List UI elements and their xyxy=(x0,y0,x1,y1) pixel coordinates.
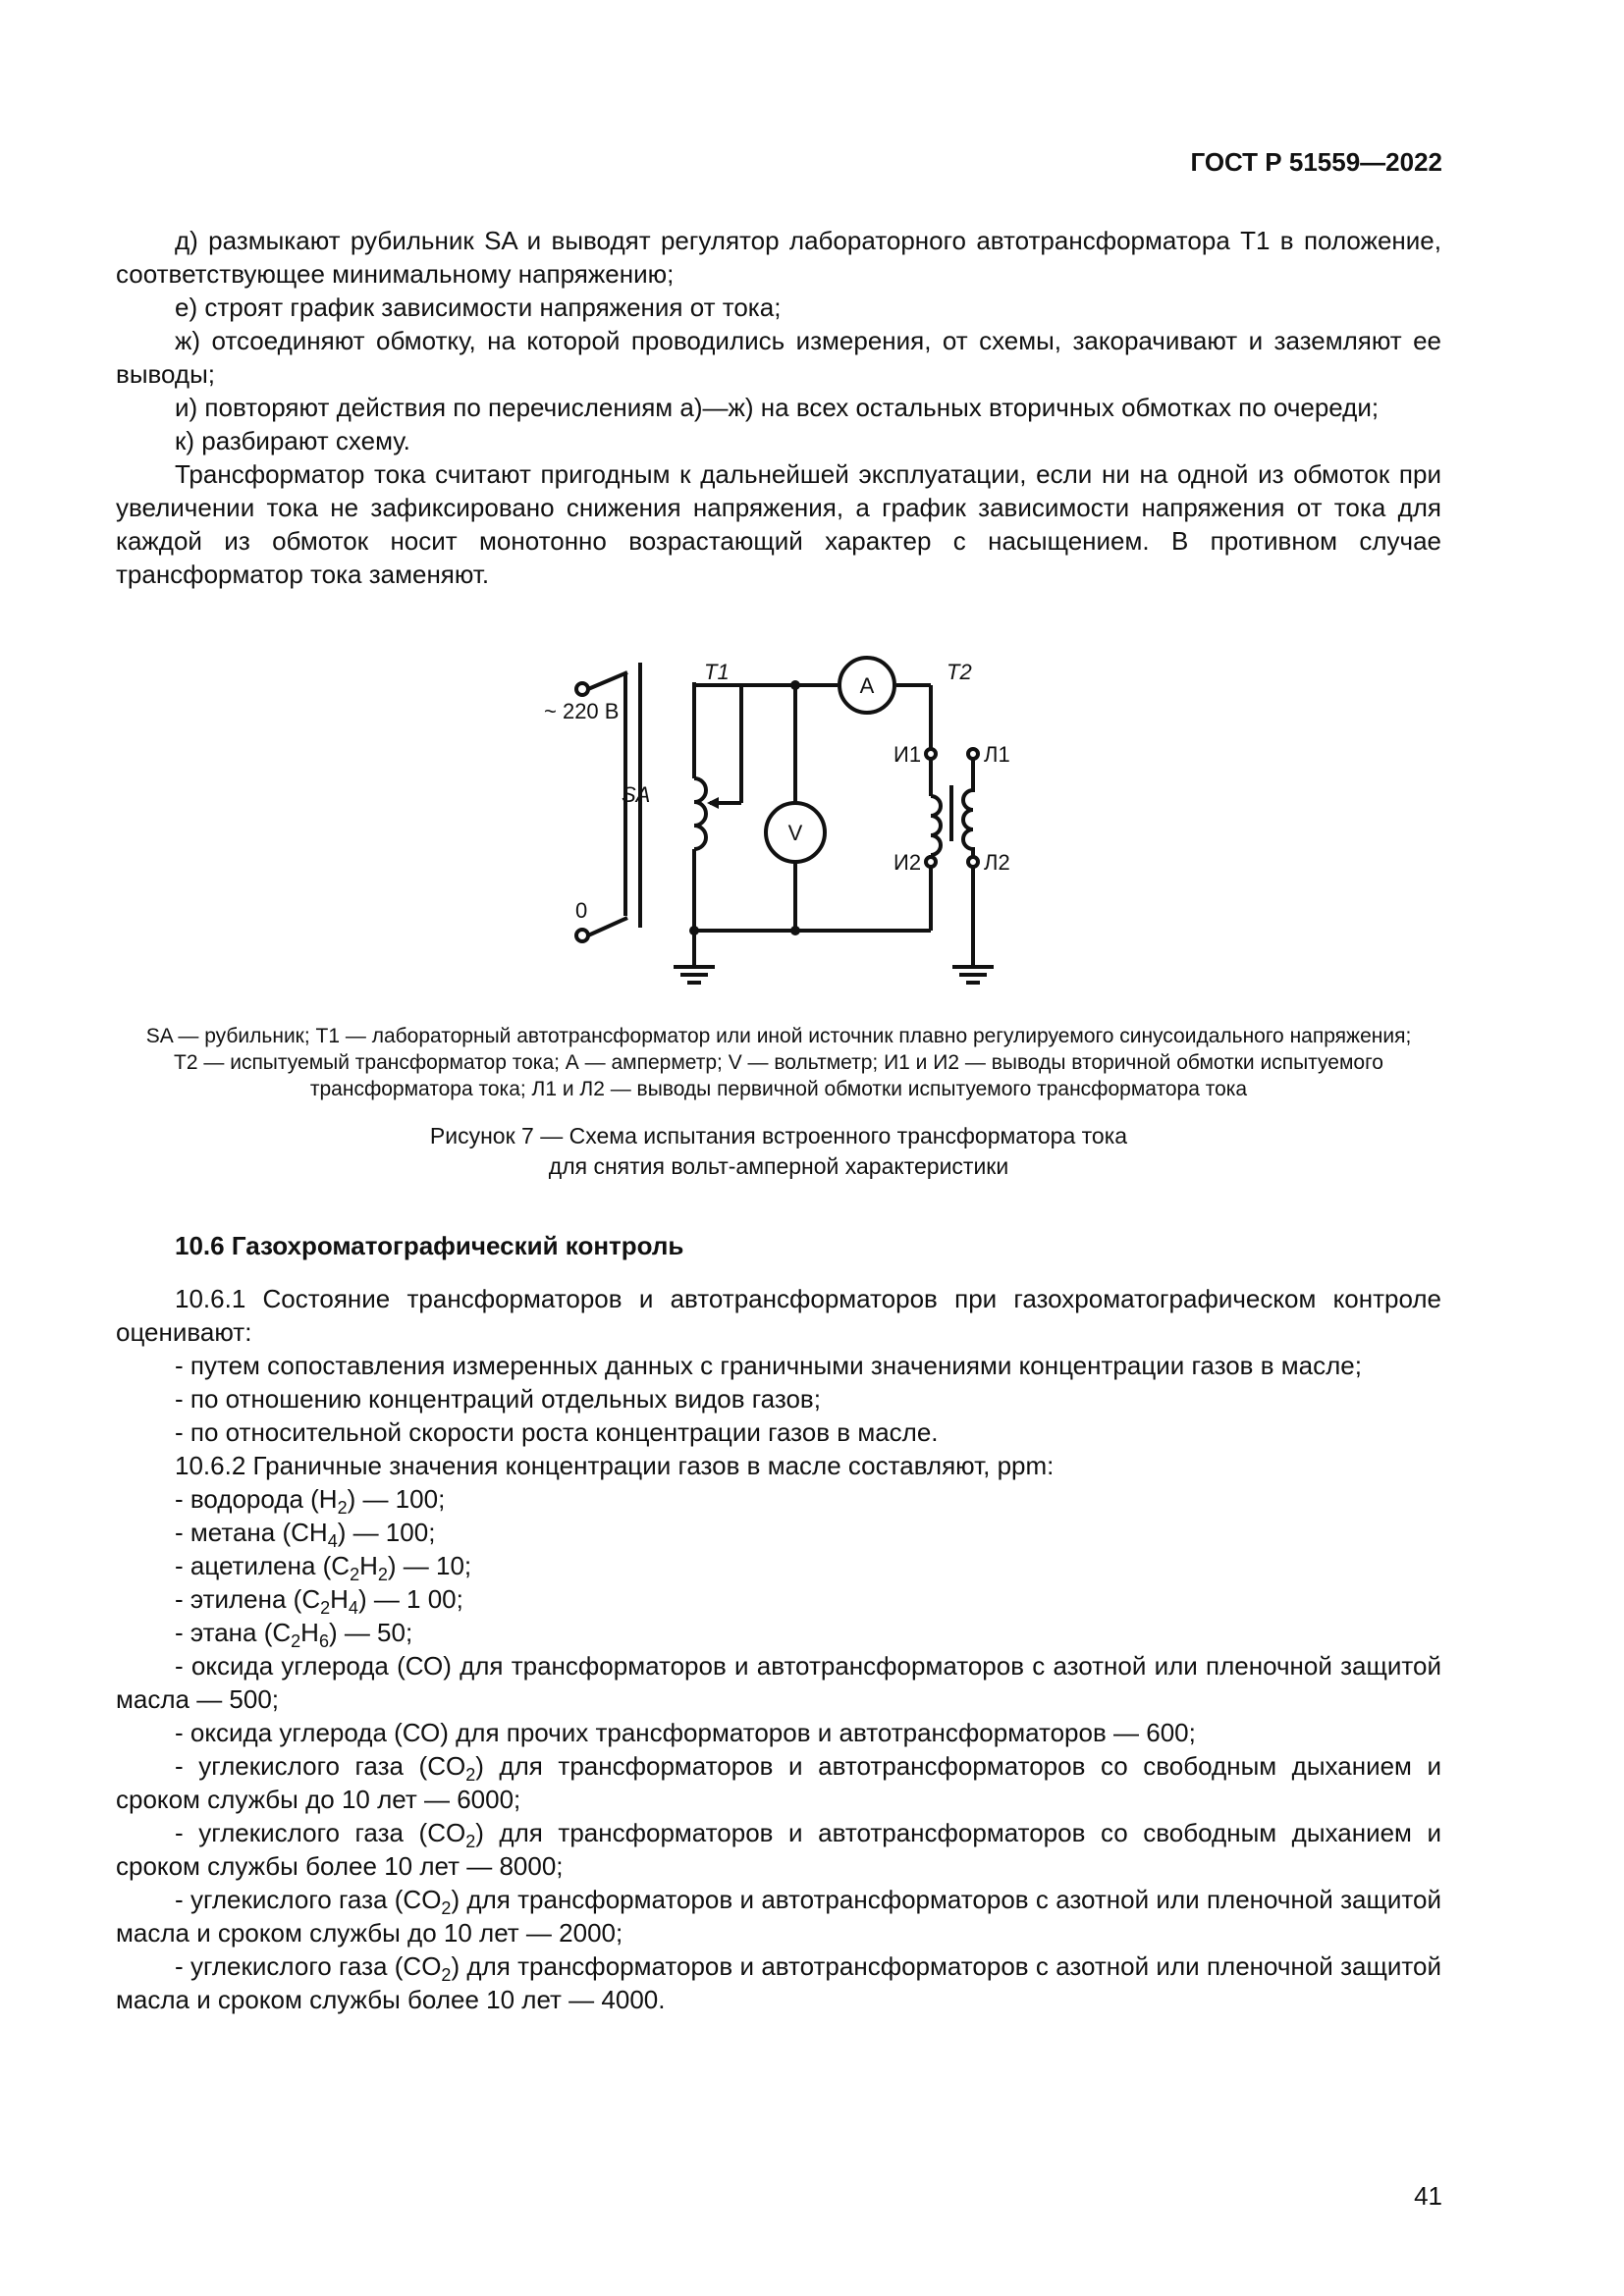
section-heading: 10.6 Газохроматографический контроль xyxy=(175,1231,684,1260)
gas-item-ethylene: - этилена $(C_2H_4)$ — 1 00; xyxy=(175,1584,463,1618)
circuit-diagram xyxy=(530,653,1041,996)
gas-item-co-other: - оксида углерода (СО) для прочих трансформаторов и автотрансформаторов — 600; xyxy=(175,1718,1196,1747)
figure-caption xyxy=(116,1121,1441,1182)
label-i2: И2 xyxy=(893,850,922,875)
list-item-i: и) повторяют действия по перечислениям а)—ж) на всех остальных вторичных обмотках по очереди; xyxy=(175,393,1380,422)
gas-item-co-protected: - оксида углерода (СО) для трансформаторов и автотрансформаторов с азотной или пленочной защитой масла — 500; xyxy=(116,1651,1441,1714)
label-i1: И1 xyxy=(893,742,922,767)
bullet-item: - путем сопоставления измеренных данных с граничными значениями концентрации газов в масле; xyxy=(175,1351,1362,1380)
paragraph-10-6-1: 10.6.1 Состояние трансформаторов и автотрансформаторов при газохроматографическом контроле оценивают: xyxy=(116,1284,1441,1347)
bullet-item: - по отношению концентраций отдельных видов газов; xyxy=(175,1384,821,1414)
label-l1: Л1 xyxy=(984,742,1010,767)
supply-terminal-top xyxy=(576,683,588,695)
gas-item-co2: - углекислого газа $(CO_2)$ для трансформаторов и автотрансформаторов со свободным дыханием и сроком службы до 10 лет — 6000; xyxy=(116,1751,1442,1814)
label-supply: ~ 220 В xyxy=(544,699,620,723)
section-text-block xyxy=(116,1282,1441,2016)
label-t2: T2 xyxy=(947,660,972,684)
gas-item-ethane: - этана $(C_2H_6)$ — 50; xyxy=(175,1618,413,1651)
conclusion-paragraph: Трансформатор тока считают пригодным к дальнейшей эксплуатации, если ни на одной из обмоток при увеличении тока не зафиксировано снижения напряжения, а график зависимости напряжения от тока для каждой из обмоток носит монотонно возрастающий характер с насыщением. В противном случае трансформатор тока заменяют. xyxy=(116,459,1441,589)
gas-item-co2: - углекислого газа $(CO_2)$ для трансформаторов и автотрансформаторов с азотной или пленочной защитой масла и сроком службы более 10 лет — 4000. xyxy=(116,1951,1441,2014)
label-t1: T1 xyxy=(704,660,730,684)
gas-item-hydrogen: - водорода $(H_2)$ — 100; xyxy=(175,1484,446,1518)
legend-line: SA — рубильник; T1 — лабораторный автотрансформатор или иной источник плавно регулируемого синусоидального напряжения; xyxy=(145,1025,1412,1047)
terminal-l1 xyxy=(968,749,978,759)
list-item-k: к) разбирают схему. xyxy=(175,426,410,455)
label-zero: 0 xyxy=(575,898,588,923)
label-voltmeter: V xyxy=(787,821,803,845)
t1-coil xyxy=(694,778,706,849)
gas-item-co2: - углекислого газа $(CO_2)$ для трансформаторов и автотрансформаторов со свободным дыханием и сроком службы более 10 лет — 8000; xyxy=(116,1818,1442,1881)
bullet-item: - по относительной скорости роста концентрации газов в масле. xyxy=(175,1417,939,1447)
terminal-l2 xyxy=(968,857,978,867)
list-item-d: д) размыкают рубильник SA и выводят регулятор лабораторного автотрансформатора T1 в положение, соответствующее минимальному напряжению; xyxy=(116,226,1441,289)
t2-primary-coil xyxy=(963,759,973,857)
list-item-e: е) строят график зависимости напряжения от тока; xyxy=(175,293,782,322)
switch-blade-top xyxy=(588,672,627,689)
caption-line: Рисунок 7 — Схема испытания встроенного трансформатора тока xyxy=(429,1123,1128,1148)
switch-blade-bottom xyxy=(588,918,627,935)
supply-terminal-bottom xyxy=(576,930,588,941)
caption-line: для снятия вольт-амперной характеристики xyxy=(548,1153,1009,1179)
t2-secondary-coil xyxy=(931,796,941,855)
legend-line: трансформатора тока; Л1 и Л2 — выводы первичной обмотки испытуемого трансформатора тока xyxy=(309,1078,1248,1100)
page-number: 41 xyxy=(1414,2181,1442,2211)
label-sa: SA xyxy=(622,782,651,807)
terminal-i2 xyxy=(926,857,936,867)
figure-legend xyxy=(116,1023,1441,1102)
label-ammeter: A xyxy=(859,673,875,698)
terminal-i1 xyxy=(926,749,936,759)
top-text-block xyxy=(116,224,1441,591)
gas-item-acetylene: - ацетилена $(C_2H_2)$ — 10; xyxy=(175,1551,472,1584)
document-id: ГОСТ Р 51559—2022 xyxy=(1190,147,1442,177)
list-item-zh: ж) отсоединяют обмотку, на которой проводились измерения, от схемы, закорачивают и заземляют ее выводы; xyxy=(116,326,1441,389)
gas-item-co2: - углекислого газа $(CO_2)$ для трансформаторов и автотрансформаторов с азотной или пленочной защитой масла и сроком службы до 10 лет — 2000; xyxy=(116,1885,1441,1948)
label-l2: Л2 xyxy=(984,850,1010,875)
paragraph-10-6-2: 10.6.2 Граничные значения концентрации газов в масле составляют, ppm: xyxy=(175,1451,1055,1480)
legend-line: Т2 — испытуемый трансформатор тока; А — амперметр; V — вольтметр; И1 и И2 — выводы вторичной обмотки испытуемого xyxy=(174,1051,1383,1074)
gas-item-methane: - метана $(CH_4)$ — 100; xyxy=(175,1518,436,1551)
